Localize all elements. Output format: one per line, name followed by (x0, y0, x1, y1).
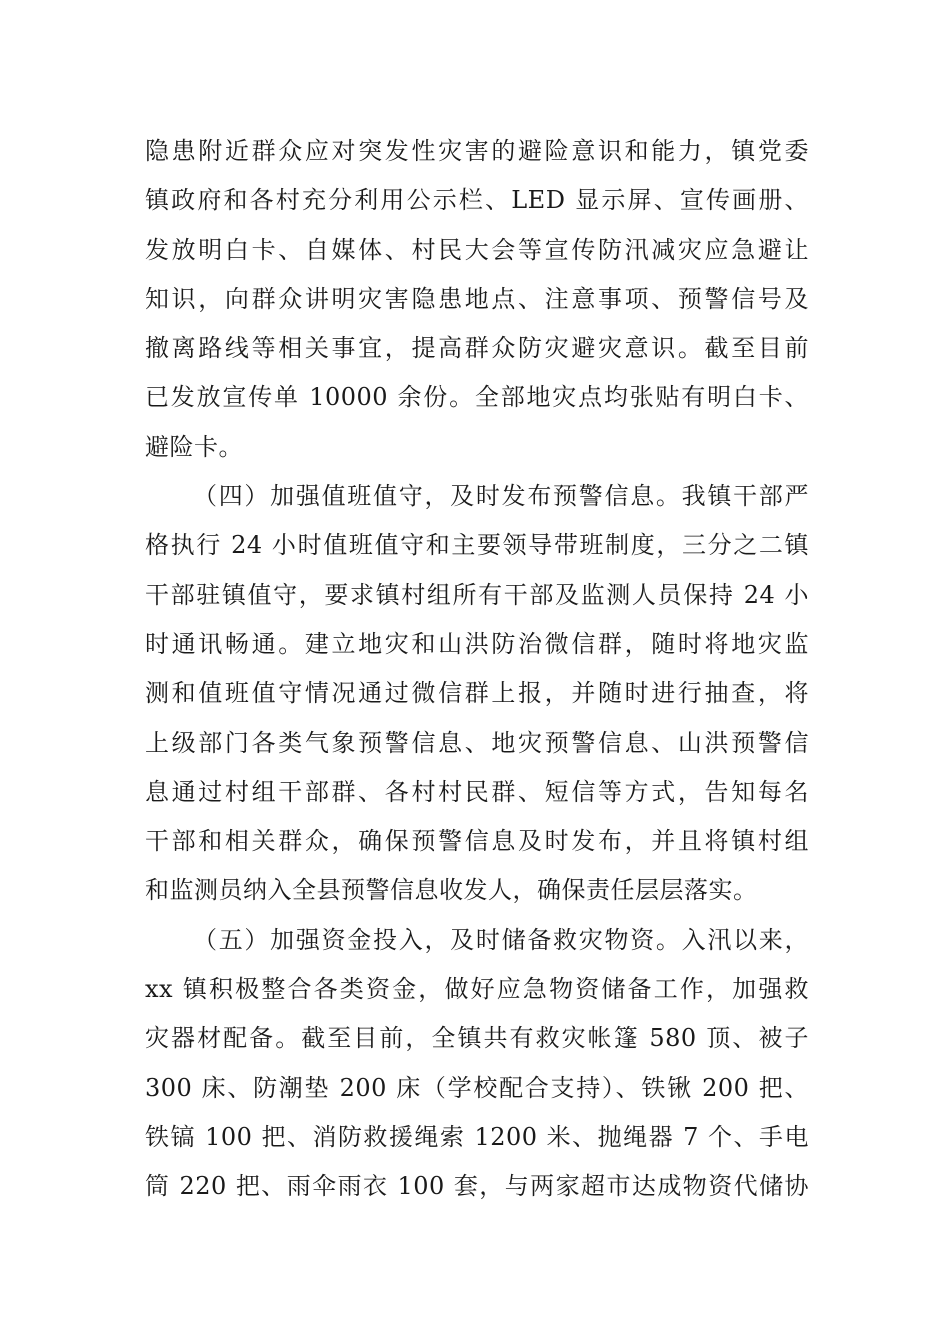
text-line: 测和值班值守情况通过微信群上报，并随时进行抽查，将 (145, 679, 809, 708)
text-line: 干部驻镇值守，要求镇村组所有干部及监测人员保持 24 小 (145, 580, 809, 609)
text-line: xx 镇积极整合各类资金，做好应急物资储备工作，加强救 (145, 975, 809, 1004)
text-line: 镇政府和各村充分利用公示栏、LED 显示屏、宣传画册、 (145, 186, 809, 215)
text-line: 铁镐 100 把、消防救援绳索 1200 米、抛绳器 7 个、手电 (145, 1122, 809, 1151)
text-line: 知识，向群众讲明灾害隐患地点、注意事项、预警信号及 (145, 284, 809, 313)
text-line: 已发放宣传单 10000 余份。全部地灾点均张贴有明白卡、 (145, 383, 809, 412)
text-line: 时通讯畅通。建立地灾和山洪防治微信群，随时将地灾监 (145, 629, 809, 658)
text-line: 300 床、防潮垫 200 床（学校配合支持）、铁锹 200 把、 (145, 1073, 809, 1102)
text-line: 息通过村组干部群、各村村民群、短信等方式，告知每名 (145, 777, 809, 806)
section-heading-line: （五）加强资金投入，及时储备救灾物资。入汛以来， (193, 925, 809, 954)
text-line: 避险卡。 (145, 432, 243, 461)
text-line: 上级部门各类气象预警信息、地灾预警信息、山洪预警信 (145, 728, 809, 757)
text-line: 筒 220 把、雨伞雨衣 100 套，与两家超市达成物资代储协 (145, 1172, 809, 1201)
section-heading-line: （四）加强值班值守，及时发布预警信息。我镇干部严 (193, 482, 809, 511)
text-line: 撤离路线等相关事宜，提高群众防灾避灾意识。截至目前 (145, 334, 809, 363)
body-text (145, 127, 809, 1212)
text-line: 灾器材配备。截至目前，全镇共有救灾帐篷 580 顶、被子 (145, 1024, 809, 1053)
text-line: 发放明白卡、自媒体、村民大会等宣传防汛减灾应急避让 (145, 235, 809, 264)
text-line: 隐患附近群众应对突发性灾害的避险意识和能力，镇党委 (145, 137, 809, 165)
text-line: 干部和相关群众，确保预警信息及时发布，并且将镇村组 (145, 827, 809, 856)
text-line: 和监测员纳入全县预警信息收发人，确保责任层层落实。 (145, 876, 758, 905)
text-line: 格执行 24 小时值班值守和主要领导带班制度，三分之二镇 (145, 531, 809, 560)
